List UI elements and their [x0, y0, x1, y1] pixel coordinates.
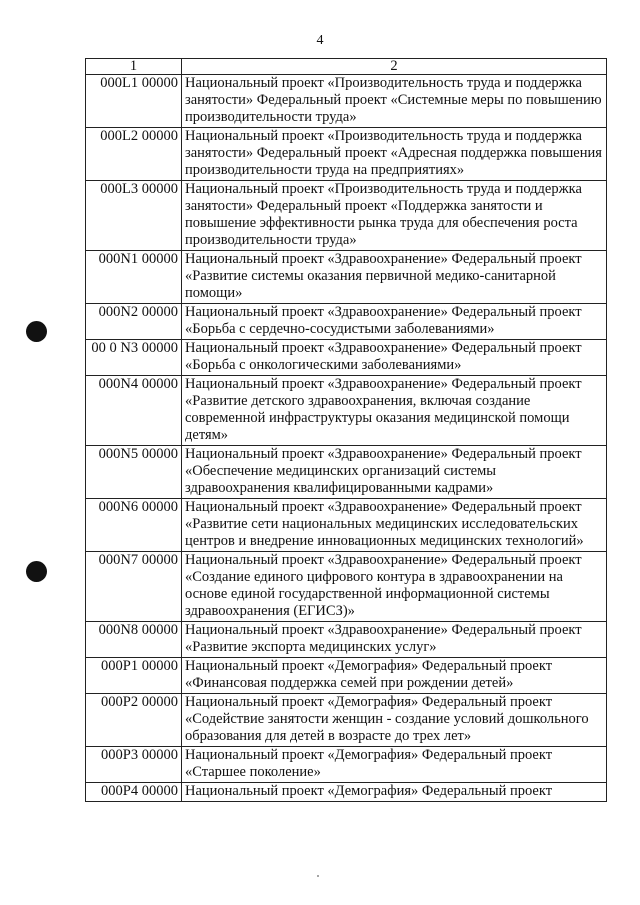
- code-cell: 000P1 00000: [86, 658, 182, 694]
- punch-hole: [26, 321, 47, 342]
- table-row: [86, 376, 607, 446]
- code-cell: 00 0 N3 00000: [86, 340, 182, 376]
- name-cell: Национальный проект «Здравоохранение» Федеральный проект «Обеспечение медицинских организаций системы здравоохранения квалифицированными кадрами»: [182, 446, 607, 499]
- table-row: [86, 783, 607, 802]
- name-cell: Национальный проект «Демография» Федеральный проект «Старшее поколение»: [182, 747, 607, 783]
- table-row: [86, 128, 607, 181]
- name-cell: Национальный проект «Производительность труда и поддержка занятости» Федеральный проект «Адресная поддержка повышения производительности труда на предприятиях»: [182, 128, 607, 181]
- name-cell: Национальный проект «Демография» Федеральный проект «Содействие занятости женщин - создание условий дошкольного образования для детей в возрасте до трех лет»: [182, 694, 607, 747]
- table-row: [86, 340, 607, 376]
- table-row: [86, 304, 607, 340]
- table-row: [86, 446, 607, 499]
- name-cell: Национальный проект «Демография» Федеральный проект: [182, 783, 607, 802]
- name-cell: Национальный проект «Здравоохранение» Федеральный проект «Развитие экспорта медицинских услуг»: [182, 622, 607, 658]
- budget-codes-table: [85, 58, 607, 802]
- table-row: [86, 658, 607, 694]
- table-row: [86, 499, 607, 552]
- scan-artifact: [317, 875, 319, 877]
- code-cell: 000N7 00000: [86, 552, 182, 622]
- punch-hole: [26, 561, 47, 582]
- code-cell: 000N8 00000: [86, 622, 182, 658]
- name-cell: Национальный проект «Здравоохранение» Федеральный проект «Развитие системы оказания первичной медико-санитарной помощи»: [182, 251, 607, 304]
- table-header-row: [86, 59, 607, 75]
- name-cell: Национальный проект «Демография» Федеральный проект «Финансовая поддержка семей при рождении детей»: [182, 658, 607, 694]
- table-row: [86, 622, 607, 658]
- code-cell: 000L2 00000: [86, 128, 182, 181]
- column-header-name: 2: [182, 59, 607, 75]
- table-row: [86, 251, 607, 304]
- code-cell: 000N5 00000: [86, 446, 182, 499]
- table-row: [86, 747, 607, 783]
- name-cell: Национальный проект «Здравоохранение» Федеральный проект «Развитие детского здравоохранения, включая создание современной инфраструктуры оказания медицинской помощи детям»: [182, 376, 607, 446]
- table-row: [86, 181, 607, 251]
- name-cell: Национальный проект «Здравоохранение» Федеральный проект «Создание единого цифрового контура в здравоохранении на основе единой государственной информационной системы здравоохранения (ЕГИСЗ)»: [182, 552, 607, 622]
- code-cell: 000L3 00000: [86, 181, 182, 251]
- code-cell: 000P3 00000: [86, 747, 182, 783]
- name-cell: Национальный проект «Производительность труда и поддержка занятости» Федеральный проект «Поддержка занятости и повышение эффективности рынка труда для обеспечения роста производительности труда»: [182, 181, 607, 251]
- name-cell: Национальный проект «Здравоохранение» Федеральный проект «Развитие сети национальных медицинских исследовательских центров и внедрение инновационных медицинских технологий»: [182, 499, 607, 552]
- code-cell: 000N4 00000: [86, 376, 182, 446]
- name-cell: Национальный проект «Производительность труда и поддержка занятости» Федеральный проект «Системные меры по повышению производительности труда»: [182, 75, 607, 128]
- page-number: 4: [316, 33, 324, 48]
- code-cell: 000N1 00000: [86, 251, 182, 304]
- code-cell: 000P2 00000: [86, 694, 182, 747]
- name-cell: Национальный проект «Здравоохранение» Федеральный проект «Борьба с онкологическими заболеваниями»: [182, 340, 607, 376]
- name-cell: Национальный проект «Здравоохранение» Федеральный проект «Борьба с сердечно-сосудистыми заболеваниями»: [182, 304, 607, 340]
- code-cell: 000N6 00000: [86, 499, 182, 552]
- code-cell: 000P4 00000: [86, 783, 182, 802]
- table-row: [86, 75, 607, 128]
- column-header-code: 1: [86, 59, 182, 75]
- table-row: [86, 694, 607, 747]
- table-row: [86, 552, 607, 622]
- code-cell: 000L1 00000: [86, 75, 182, 128]
- code-cell: 000N2 00000: [86, 304, 182, 340]
